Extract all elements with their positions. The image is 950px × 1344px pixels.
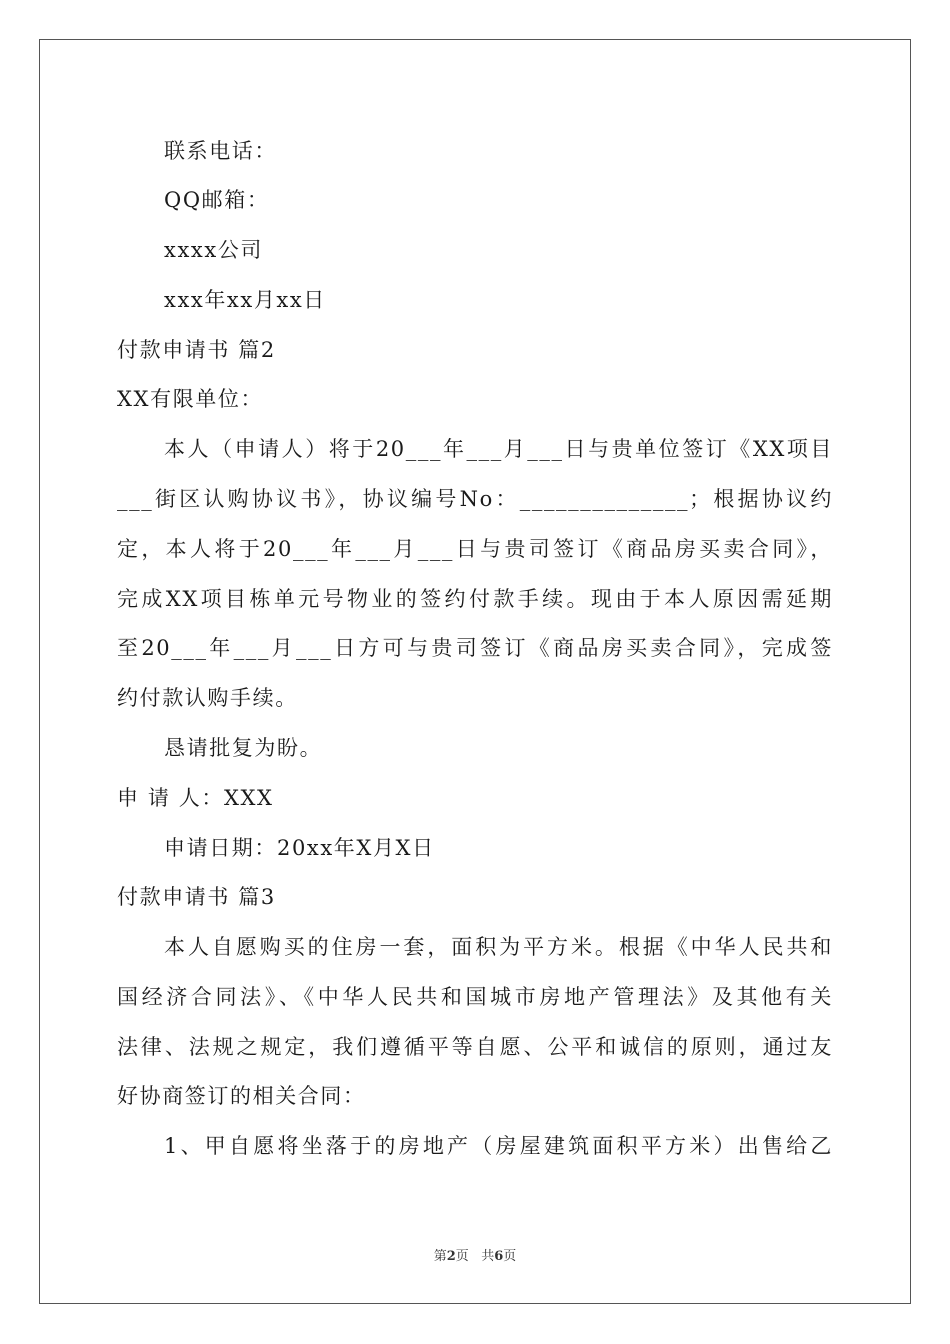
section-2-body-line: 约付款认购手续。: [117, 686, 298, 710]
letter-date: xxx年xx月xx日: [164, 288, 326, 312]
section-2-apply-date: 申请日期：20xx年X月X日: [164, 836, 435, 860]
footer-current-page: 2: [446, 1249, 456, 1264]
section-2-applicant: 申 请 人：XXX: [117, 786, 274, 810]
section-3-body-line: 1、甲自愿将坐落于的房地产（房屋建筑面积平方米）出售给乙: [164, 1134, 833, 1158]
page-border: [39, 39, 911, 1304]
section-2-body-line: ___街区认购协议书》，协议编号No：______________；根据协议约: [117, 487, 833, 511]
footer-page-suffix: 页: [455, 1249, 469, 1264]
section-2-closing: 恳请批复为盼。: [164, 736, 323, 760]
section-2-body-line: 完成XX项目栋单元号物业的签约付款手续。现由于本人原因需延期: [117, 587, 833, 611]
footer-prefix: 第: [433, 1249, 447, 1264]
section-2-body-line: 本人（申请人）将于20___年___月___日与贵单位签订《XX项目: [164, 437, 833, 461]
section-3-heading: 付款申请书 篇3: [117, 885, 276, 909]
section-2-body-line: 定，本人将于20___年___月___日与贵司签订《商品房买卖合同》，: [117, 537, 833, 561]
footer-total-prefix: 共: [481, 1249, 495, 1264]
section-3-body-line: 本人自愿购买的住房一套，面积为平方米。根据《中华人民共和: [164, 935, 833, 959]
footer-total-pages: 6: [494, 1249, 504, 1264]
section-2-body-line: 至20___年___月___日方可与贵司签订《商品房买卖合同》，完成签: [117, 636, 833, 660]
section-3-body-line: 法律、法规之规定，我们遵循平等自愿、公平和诚信的原则，通过友: [117, 1035, 833, 1059]
section-2-addressee: XX有限单位：: [117, 387, 264, 411]
page-footer: [0, 1248, 950, 1266]
section-3-body-line: 好协商签订的相关合同：: [117, 1084, 366, 1108]
footer-total-suffix: 页: [503, 1249, 517, 1264]
contact-email-label: QQ邮箱：: [164, 188, 270, 212]
section-2-heading: 付款申请书 篇2: [117, 338, 276, 362]
section-3-body-line: 国经济合同法》、《中华人民共和国城市房地产管理法》及其他有关: [117, 985, 833, 1009]
company-name: xxxx公司: [164, 238, 263, 262]
contact-phone-label: 联系电话：: [164, 139, 277, 163]
